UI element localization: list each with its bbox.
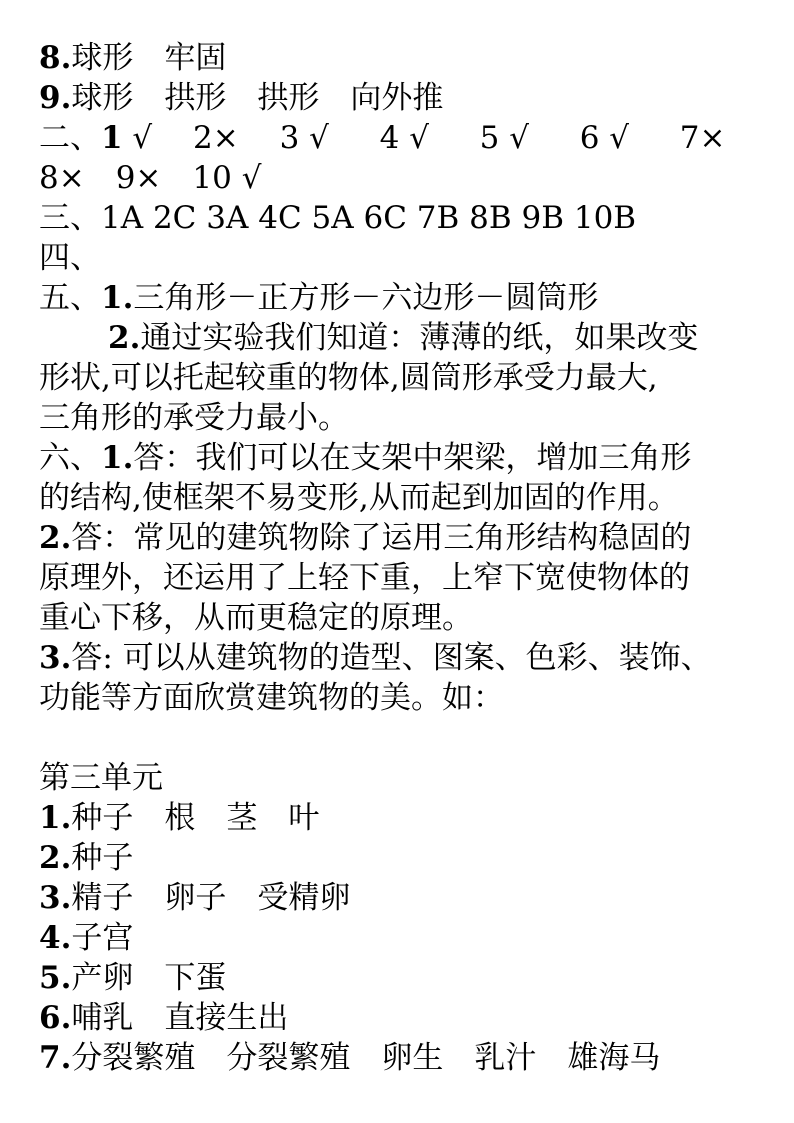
answer-line xyxy=(39,358,658,398)
answer-text: 形状,可以托起较重的物体,圆筒形承受力最大, xyxy=(39,360,658,396)
answer-line xyxy=(39,438,691,478)
answer-line xyxy=(39,958,226,998)
answer-text: 重心下移，从而更稳定的原理。 xyxy=(39,600,473,636)
answer-line xyxy=(39,278,598,318)
answer-line xyxy=(39,118,725,158)
item-number: 1. xyxy=(101,280,134,316)
section-label: 五、 xyxy=(39,280,101,316)
answer-text: 三、1A 2C 3A 4C 5A 6C 7B 8B 9B 10B xyxy=(39,200,637,236)
answer-line xyxy=(39,678,504,718)
answer-text: 子宫 xyxy=(71,920,134,956)
answer-text: 种子 xyxy=(71,840,134,876)
answer-text: 精子 卵子 受精卵 xyxy=(71,880,351,916)
unit-heading xyxy=(39,758,163,798)
section-label: 四、 xyxy=(39,240,101,276)
answer-line xyxy=(39,638,712,678)
answer-text: 球形 拱形 拱形 向外推 xyxy=(71,80,444,116)
answer-line xyxy=(108,318,698,358)
answer-line xyxy=(39,878,350,918)
answer-text: 功能等方面欣赏建筑物的美。如： xyxy=(39,680,504,716)
answer-line xyxy=(39,918,133,958)
answer-line xyxy=(39,398,349,438)
answer-text: 分裂繁殖 分裂繁殖 卵生 乳汁 雄海马 xyxy=(71,1040,661,1076)
answer-line xyxy=(39,838,133,878)
answer-text: 答：我们可以在支架中架梁，增加三角形 xyxy=(133,440,692,476)
answer-text: √ 2× 3 √ 4 √ 5 √ 6 √ 7× xyxy=(122,120,726,156)
answer-line xyxy=(39,518,691,558)
answer-text: 答：常见的建筑物除了运用三角形结构稳固的 xyxy=(71,520,692,556)
item-number: 3. xyxy=(39,640,72,676)
item-number: 4. xyxy=(39,920,72,956)
answer-text: 原理外，还运用了上轻下重，上窄下宽使物体的 xyxy=(39,560,690,596)
answer-line xyxy=(39,38,226,78)
answer-line xyxy=(39,478,679,518)
answer-line xyxy=(39,238,101,278)
item-number: 1. xyxy=(101,440,134,476)
answer-line xyxy=(39,598,473,638)
answer-line xyxy=(39,998,288,1038)
answer-line xyxy=(39,1038,660,1078)
item-number: 1 xyxy=(101,120,123,156)
answer-line xyxy=(39,158,261,198)
answer-text: 三角形－正方形－六边形－圆筒形 xyxy=(133,280,599,316)
item-number: 9. xyxy=(39,80,72,116)
item-number: 2. xyxy=(39,840,72,876)
item-number: 2. xyxy=(108,320,141,356)
answer-text: 种子 根 茎 叶 xyxy=(71,800,320,836)
answer-text: 的结构,使框架不易变形,从而起到加固的作用。 xyxy=(39,480,679,516)
answer-text: 答: 可以从建筑物的造型、图案、色彩、装饰、 xyxy=(71,640,712,676)
item-number: 7. xyxy=(39,1040,72,1076)
item-number: 5. xyxy=(39,960,72,996)
answer-line xyxy=(39,798,319,838)
section-label: 二、 xyxy=(39,120,101,156)
item-number: 8. xyxy=(39,40,72,76)
item-number: 3. xyxy=(39,880,72,916)
answer-text: 球形 牢固 xyxy=(71,40,227,76)
item-number: 2. xyxy=(39,520,72,556)
answer-line xyxy=(39,78,443,118)
unit-title: 第三单元 xyxy=(39,760,163,796)
item-number: 6. xyxy=(39,1000,72,1036)
answer-text: 哺乳 直接生出 xyxy=(71,1000,289,1036)
answer-text: 产卵 下蛋 xyxy=(71,960,227,996)
answer-line xyxy=(39,558,690,598)
answer-line xyxy=(39,198,636,238)
item-number: 1. xyxy=(39,800,72,836)
answer-text: 8× 9× 10 √ xyxy=(39,160,262,196)
answer-text: 三角形的承受力最小。 xyxy=(39,400,349,436)
section-label: 六、 xyxy=(39,440,101,476)
answer-text: 通过实验我们知道：薄薄的纸，如果改变 xyxy=(140,320,699,356)
